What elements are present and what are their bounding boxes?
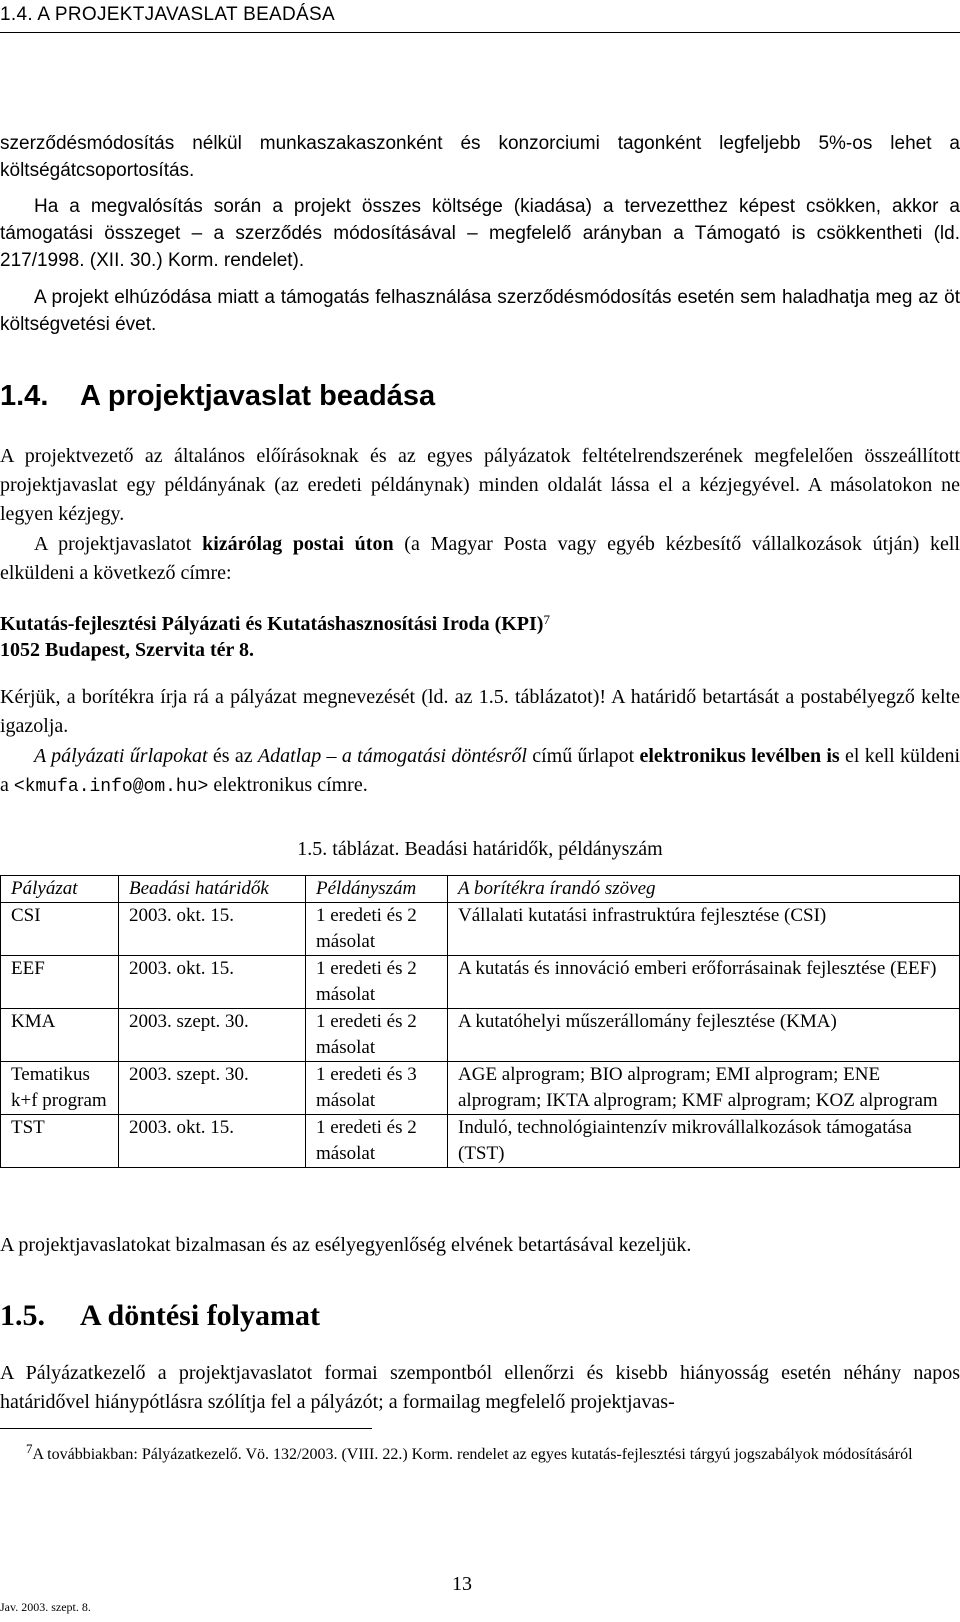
footnote-rule [0, 1428, 372, 1429]
section-heading-1-4 [0, 380, 435, 413]
cell-szoveg: Induló, technológiaintenzív mikrovállalkozások támogatása (TST) [448, 1115, 960, 1168]
postal-only-emphasis: kizárólag postai úton [202, 533, 394, 555]
table-row [1, 956, 960, 1009]
paragraph-project-delay: A projekt elhúzódása miatt a támogatás felhasználása szerződésmódosítás esetén sem haladhatja meg az öt költségvetési évet. [0, 287, 960, 335]
paragraph-confidentiality: A projektjavaslatokat bizalmasan és az esélyegyenlőség elvének betartásával kezeljük. [0, 1234, 692, 1256]
paragraph-decision-process: A Pályázatkezelő a projektjavaslatot formai szempontból ellenőrzi és kisebb hiányosság esetén néhány napos határidővel hiánypótlásra szólítja fel a pályázót; a formailag megfelelő projektjavas- [0, 1362, 960, 1413]
cell-szoveg: Vállalati kutatási infrastruktúra fejlesztése (CSI) [448, 903, 960, 956]
section-number: 1.5. [0, 1299, 45, 1332]
cell-szoveg: AGE alprogram; BIO alprogram; EMI alprogram; ENE alprogram; IKTA alprogram; KMF alprogram; KOZ alprogram [448, 1062, 960, 1115]
cell-hatarido: 2003. okt. 15. [119, 1115, 306, 1168]
section-title: A döntési folyamat [80, 1299, 320, 1332]
address-line-2: 1052 Budapest, Szervita tér 8. [0, 639, 255, 661]
cell-szoveg: A kutatóhelyi műszerállomány fejlesztése (KMA) [448, 1009, 960, 1062]
cell-hatarido: 2003. okt. 15. [119, 903, 306, 956]
section-number: 1.4. [0, 380, 49, 412]
cell-szoveg: A kutatás és innováció emberi erőforrásainak fejlesztése (EEF) [448, 956, 960, 1009]
section-title: A projektjavaslat beadása [80, 380, 436, 412]
cell-palyazat: KMA [1, 1009, 119, 1062]
cell-hatarido: 2003. szept. 30. [119, 1062, 306, 1115]
header-hatarido: Beadási határidők [119, 876, 306, 903]
cell-peldany: 1 eredeti és 2 másolat [306, 1115, 448, 1168]
header-rule [0, 32, 960, 33]
table-row [1, 1115, 960, 1168]
cell-peldany: 1 eredeti és 2 másolat [306, 956, 448, 1009]
cell-palyazat: Tematikus k+f program [1, 1062, 119, 1115]
running-header: 1.4. A PROJEKTJAVASLAT BEADÁSA [0, 4, 335, 25]
paragraph-postal-only: A projektjavaslatot kizárólag postai úton (a Magyar Posta vagy egyéb kézbesítő vállalkozások útján) kell elküldeni a következő címre: [0, 533, 960, 584]
paragraph-signature-rule: A projektvezető az általános előírásoknak és az egyes pályázatok feltételrendszerének megfelelően összeállított projektjavaslat egy példányának (az eredeti példánynak) minden oldalát lássa el a kézjegyével. A másolatokon ne legyen kézjegy. [0, 445, 960, 525]
paragraph-cost-reduction: Ha a megvalósítás során a projekt összes költsége (kiadása) a tervezetthez képest csökken, akkor a támogatási összeget – a szerződés módosításával – megfelelő arányban a Támogató is csökkentheti (ld. 217/1998. (XII. 30.) Korm. rendelet). [0, 196, 960, 271]
email-address[interactable]: <kmufa.info@om.hu> [13, 777, 209, 797]
footnote [0, 1436, 960, 1467]
header-palyazat: Pályázat [1, 876, 119, 903]
paragraph-cost-reallocation: szerződésmódosítás nélkül munkaszakaszonként és konzorciumi tagonként legfeljebb 5%-os lehet a költségátcsoportosítás. [0, 133, 960, 181]
section-heading-1-5 [0, 1299, 320, 1333]
cell-peldany: 1 eredeti és 2 másolat [306, 1009, 448, 1062]
cell-peldany: 1 eredeti és 2 másolat [306, 903, 448, 956]
cell-palyazat: EEF [1, 956, 119, 1009]
table-row [1, 903, 960, 956]
table-row [1, 1009, 960, 1062]
footnote-mark: 7 [26, 1441, 33, 1456]
address-line-1: Kutatás-fejlesztési Pályázati és Kutatáshasznosítási Iroda (KPI)$^7$ [0, 612, 550, 635]
deadlines-table [0, 875, 960, 1168]
page-number: 13 [452, 1573, 472, 1595]
table-row [1, 1062, 960, 1115]
footer-date: Jav. 2003. szept. 8. [0, 1600, 91, 1614]
paragraph-electronic-submission: A pályázati űrlapokat és az Adatlap – a támogatási döntésről című űrlapot elektronikus levélben is el kell küldeni a <kmufa.info@om.hu> elektronikus címre. [0, 745, 960, 797]
header-peldany: Példányszám [306, 876, 448, 903]
table-header-row [1, 876, 960, 903]
cell-hatarido: 2003. szept. 30. [119, 1009, 306, 1062]
cell-peldany: 1 eredeti és 3 másolat [306, 1062, 448, 1115]
table-caption: 1.5. táblázat. Beadási határidők, példányszám [297, 838, 663, 860]
cell-palyazat: CSI [1, 903, 119, 956]
cell-hatarido: 2003. okt. 15. [119, 956, 306, 1009]
paragraph-envelope-label: Kérjük, a borítékra írja rá a pályázat megnevezését (ld. az 1.5. táblázatot)! A határidő betartását a postabélyegző kelte igazolja. [0, 686, 960, 737]
footnote-reference: 7 [543, 612, 550, 627]
footnote-text: A továbbiakban: Pályázatkezelő. Vö. 132/2003. (VIII. 22.) Korm. rendelet az egyes kutatás-fejlesztési tárgyú jogszabályok módosításáról [32, 1446, 913, 1463]
header-szoveg: A borítékra írandó szöveg [448, 876, 960, 903]
cell-palyazat: TST [1, 1115, 119, 1168]
